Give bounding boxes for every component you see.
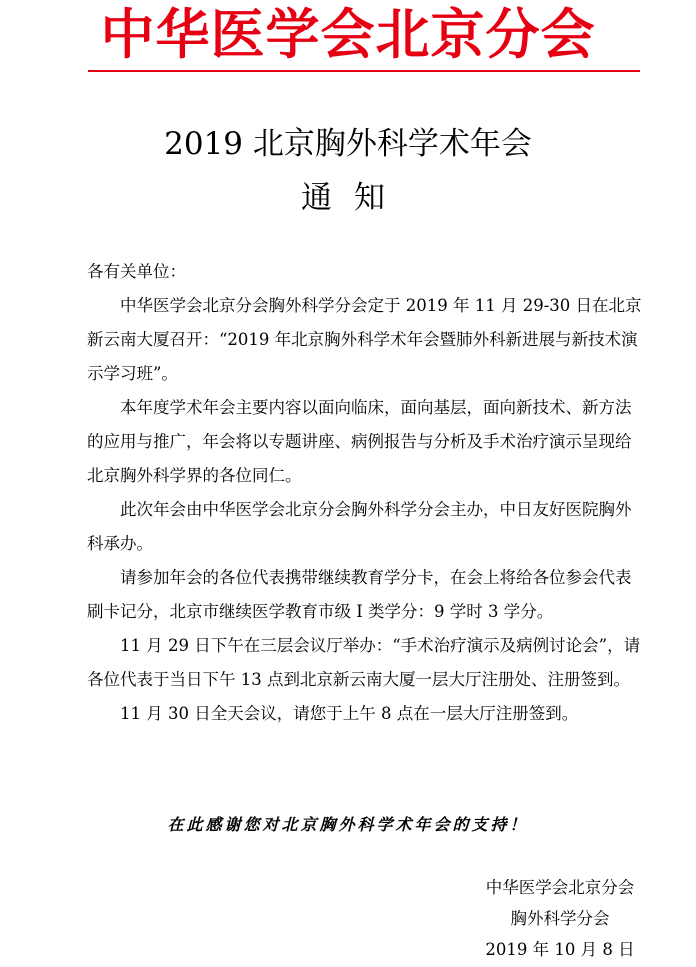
paragraph-nov29-schedule: 11 月 29 日下午在三层会议厅举办：“手术治疗演示及病例讨论会”，请各位代表于当日下午 13 点到北京新云南大厦一层大厅注册处、注册签到。	[87, 636, 641, 689]
document-subtitle: 通知	[301, 180, 407, 216]
paragraph-content: 本年度学术年会主要内容以面向临床，面向基层，面向新技术、新方法的应用与推广，年会将以专题讲座、病例报告与分析及手术治疗演示呈现给北京胸外科学界的各位同仁。	[87, 398, 632, 485]
paragraph-meeting-announcement: 中华医学会北京分会胸外科学分会定于 2019 年 11 月 29-30 日在北京新云南大厦召开：“2019 年北京胸外科学术年会暨肺外科新进展与新技术演示学习班”。	[87, 296, 642, 383]
paragraph-nov30-schedule: 11 月 30 日全天会议，请您于上午 8 点在一层大厅注册签到。	[120, 704, 579, 723]
signature-org: 中华医学会北京分会	[485, 878, 635, 897]
notice-body	[87, 289, 647, 731]
salutation: 各有关单位：	[87, 262, 186, 281]
signature-date: 2019 年 10 月 8 日	[485, 940, 635, 959]
paragraph-organizers: 此次年会由中华医学会北京分会胸外科学分会主办，中日友好医院胸外科承办。	[87, 500, 632, 553]
paragraph-credits: 请参加年会的各位代表携带继续教育学分卡，在会上将给各位参会代表刷卡记分，北京市继续医学教育市级 I 类学分：9 学时 3 学分。	[87, 568, 632, 621]
signature-branch: 胸外科学分会	[510, 909, 610, 928]
header-org-name: 中华医学会北京分会	[100, 3, 596, 66]
document-title: 2019 北京胸外科学术年会	[164, 126, 532, 162]
header-divider	[88, 70, 640, 72]
thanks-line: 在此感谢您对北京胸外科学术年会的支持！	[167, 815, 529, 834]
